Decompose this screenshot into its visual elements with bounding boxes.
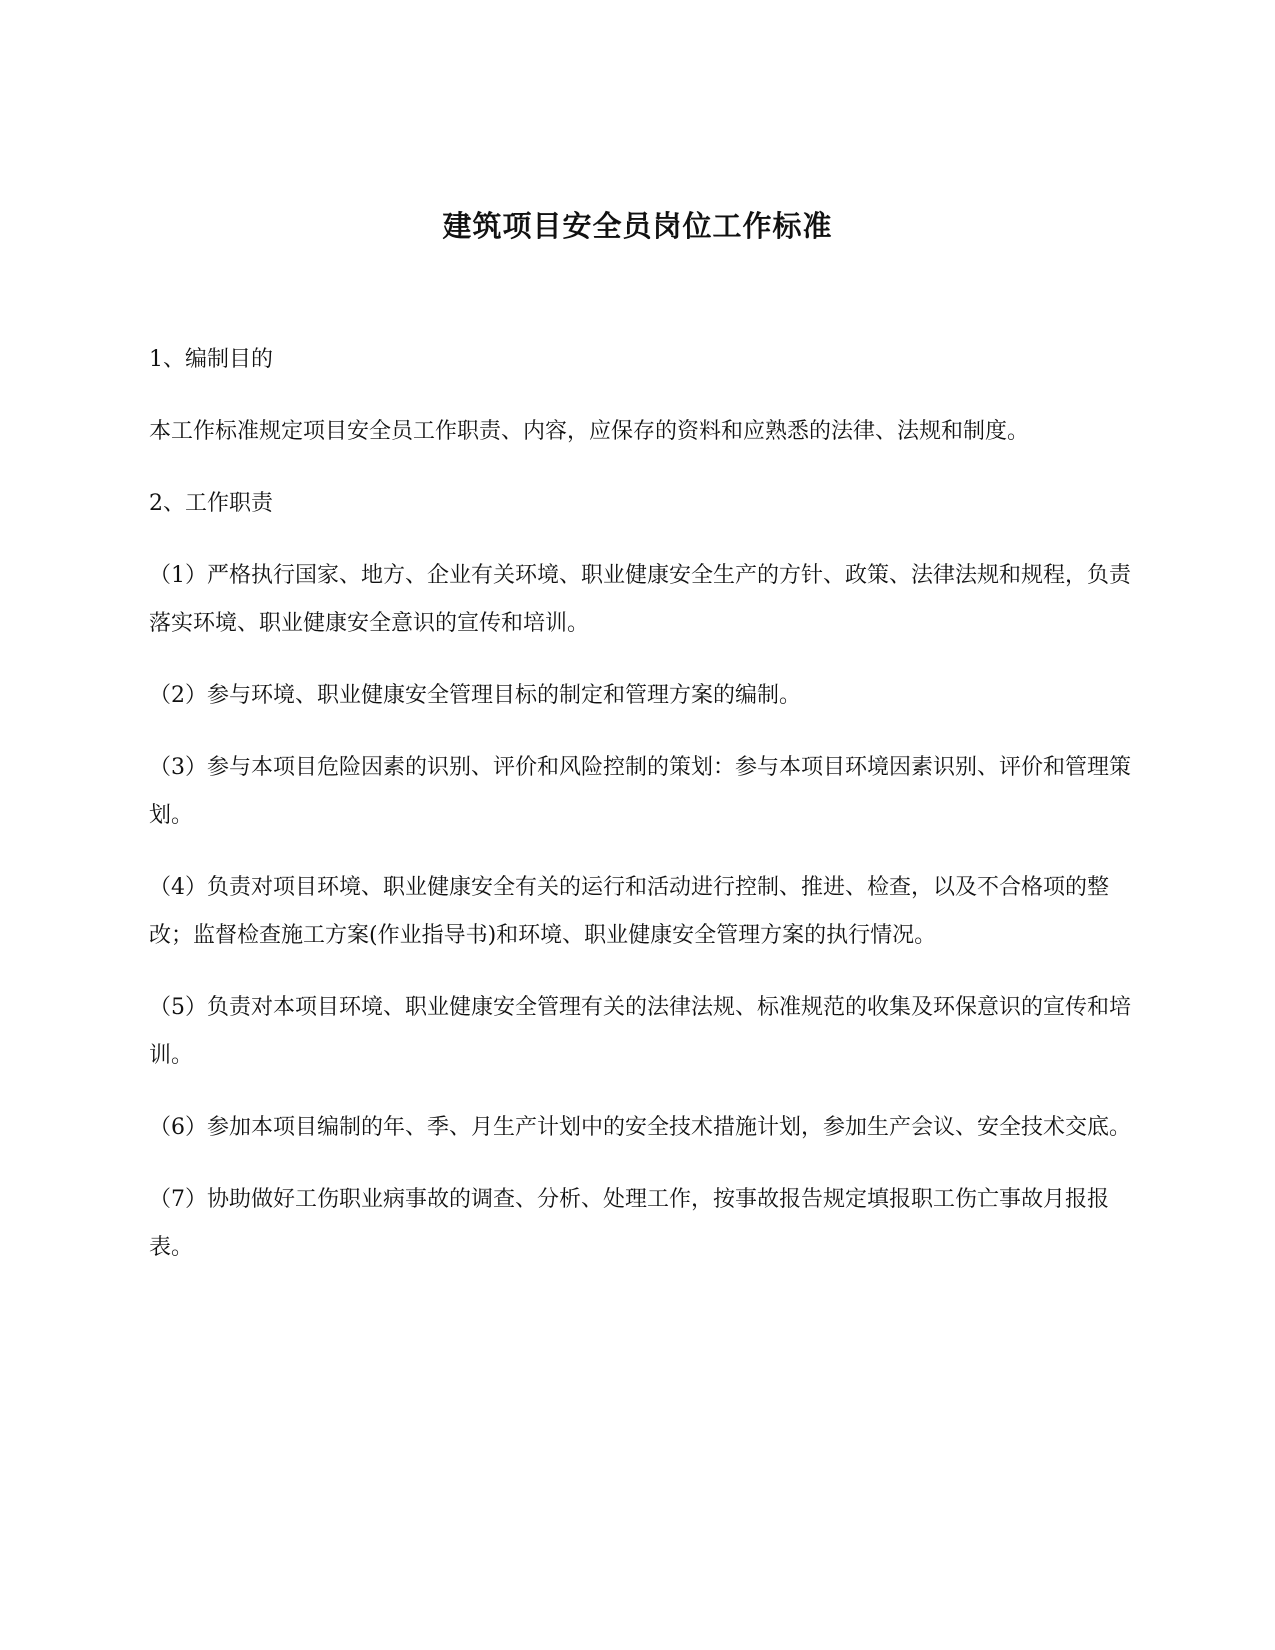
paragraph-purpose: 本工作标准规定项目安全员工作职责、内容，应保存的资料和应熟悉的法律、法规和制度。 (149, 419, 1030, 444)
duty-item-3: （3）参与本项目危险因素的识别、评价和风险控制的策划：参与本项目环境因素识别、评价和管理策划。 (149, 755, 1132, 828)
duty-item-6: （6）参加本项目编制的年、季、月生产计划中的安全技术措施计划，参加生产会议、安全技术交底。 (149, 1115, 1132, 1140)
section-heading-purpose: 1、编制目的 (149, 347, 273, 372)
duty-item-1: （1）严格执行国家、地方、企业有关环境、职业健康安全生产的方针、政策、法律法规和规程，负责落实环境、职业健康安全意识的宣传和培训。 (149, 563, 1132, 636)
duty-item-2: （2）参与环境、职业健康安全管理目标的制定和管理方案的编制。 (149, 683, 801, 708)
document-title: 建筑项目安全员岗位工作标准 (442, 209, 833, 243)
duty-item-7: （7）协助做好工伤职业病事故的调查、分析、处理工作，按事故报告规定填报职工伤亡事故月报报表。 (149, 1187, 1110, 1260)
document-body (149, 336, 1134, 1296)
duty-item-4: （4）负责对项目环境、职业健康安全有关的运行和活动进行控制、推进、检查，以及不合格项的整改；监督检查施工方案(作业指导书)和环境、职业健康安全管理方案的执行情况。 (149, 875, 1110, 948)
duty-item-5: （5）负责对本项目环境、职业健康安全管理有关的法律法规、标准规范的收集及环保意识的宣传和培训。 (149, 995, 1132, 1068)
section-heading-duties: 2、工作职责 (149, 491, 273, 516)
